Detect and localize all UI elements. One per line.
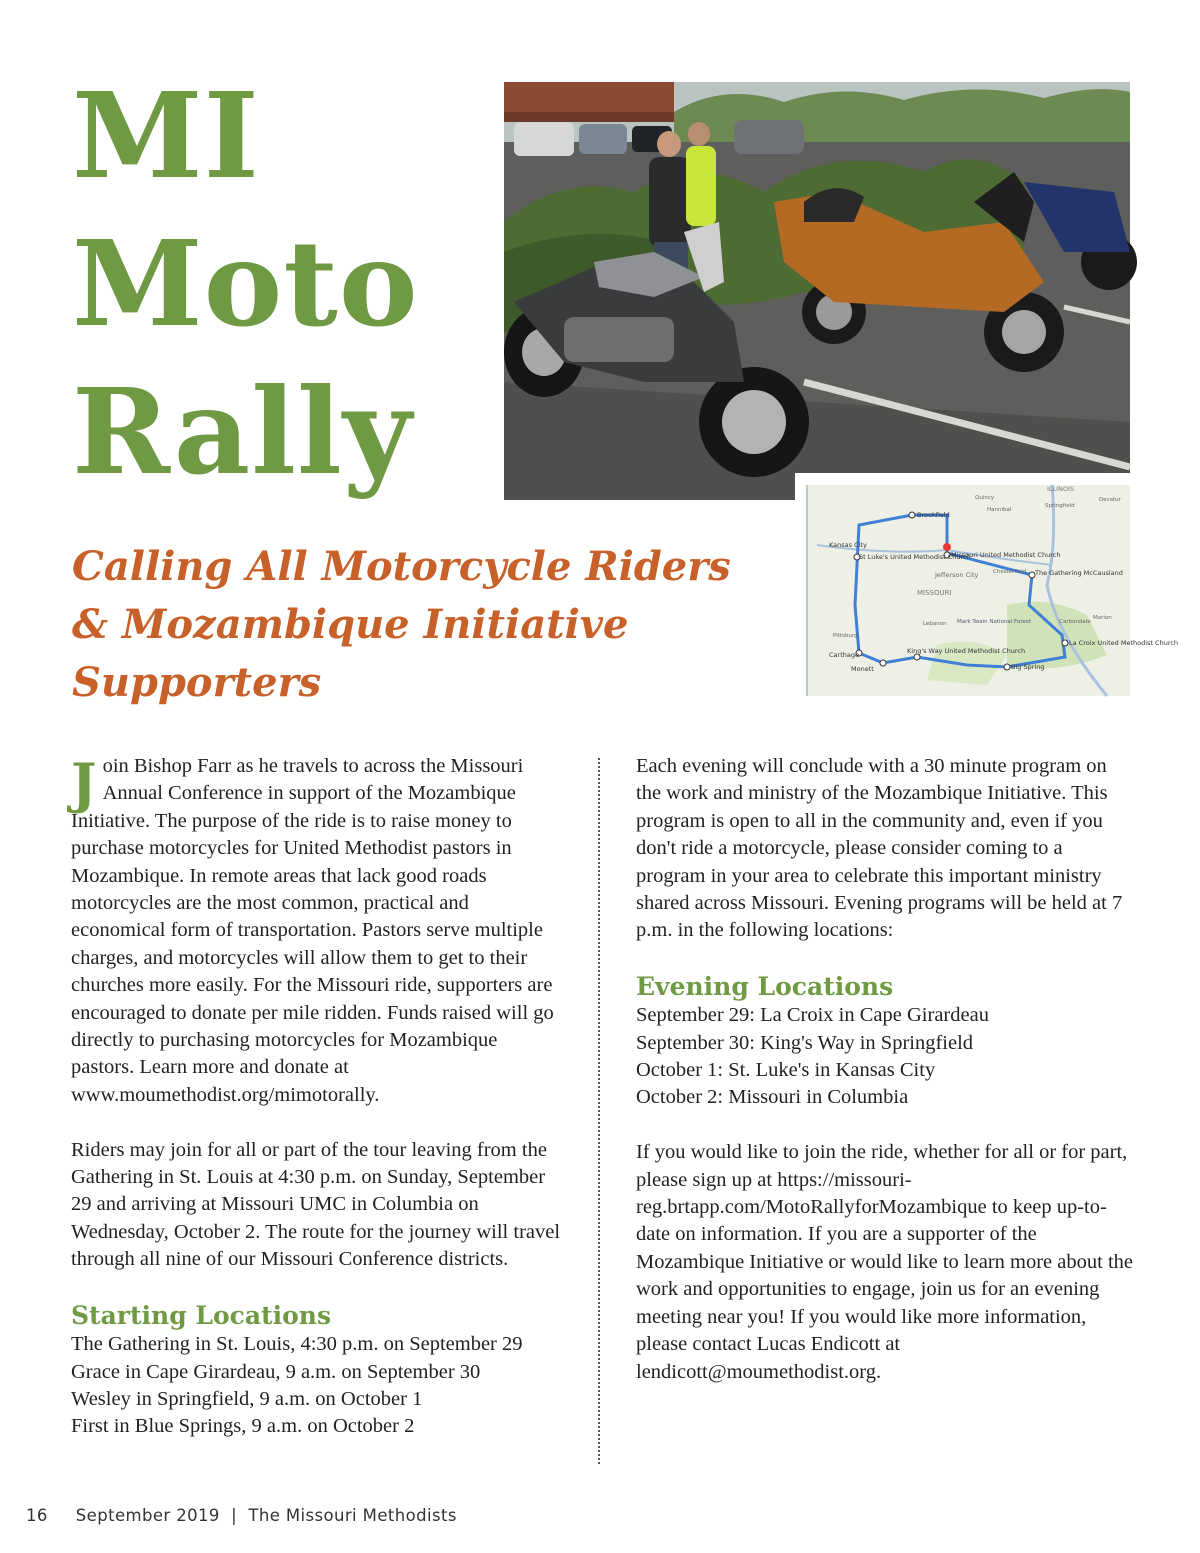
map-label-decatur: Decatur <box>1099 497 1121 503</box>
map-label-hannibal: Hannibal <box>987 507 1012 513</box>
subtitle-line-2: & Mozambique Initiative <box>72 601 629 648</box>
starting-location-item: The Gathering in St. Louis, 4:30 p.m. on September 29 <box>71 1333 523 1356</box>
evening-location-item: October 2: Missouri in Columbia <box>636 1086 909 1109</box>
subtitle <box>72 538 752 712</box>
column-divider <box>598 758 600 1464</box>
route-map <box>795 473 1179 708</box>
motorcycles-photo <box>504 82 1130 500</box>
title-line-2: Moto <box>72 214 419 353</box>
map-label-carbondale: Carbondale <box>1059 619 1091 625</box>
evening-location-item: September 29: La Croix in Cape Girardeau <box>636 1004 989 1027</box>
signup-paragraph: If you would like to join the ride, whether for all or for part, please sign up at https://missouri-reg.brtapp.com/MotoRallyforMozambique to keep up-to-date on information. If you are a supporter of the Mozambique Initiative or would like to learn more about the work and opportunities to engage, join us for an evening meeting near you! If you would like more information, please contact Lucas Endicott at lendicott@moumethodist.org. <box>636 1141 1133 1383</box>
map-label-brookfield: Brookfield <box>917 511 950 519</box>
starting-location-item: First in Blue Springs, 9 a.m. on October 2 <box>71 1415 415 1438</box>
issue-label: September 2019 | The Missouri Methodists <box>75 1506 457 1525</box>
map-label-monett: Monett <box>851 665 874 673</box>
evening-locations-list <box>636 1002 1136 1112</box>
intro-text: oin Bishop Farr as he travels to across the Missouri Annual Conference in support of the Mozambique Initiative. The purpose of the ride is to raise money to purchase motorcycles for United Methodist pastors in Mozambique. In remote areas that lack good roads motorcycles are the most common, practical and economical form of transportation. Pastors serve multiple charges, and motorcycles will allow them to get to their churches more easily. For the Missouri ride, supporters are encouraged to donate per mile ridden. Funds raised will go directly to purchasing motorcycles for Mozambique pastors. Learn more and donate at www.moumethodist.org/mimotorally. <box>71 755 554 1106</box>
map-label-springfield-il: Springfield <box>1045 503 1075 509</box>
map-label-pittsburg: Pittsburg <box>833 633 858 639</box>
title-line-1: MI <box>72 66 260 205</box>
map-label-kings-way: King's Way United Methodist Church <box>907 647 1026 655</box>
right-column <box>636 753 1136 1413</box>
page-footer <box>26 1506 457 1525</box>
map-label-jefferson-city: Jefferson City <box>935 571 979 579</box>
starting-location-item: Grace in Cape Girardeau, 9 a.m. on September 30 <box>71 1360 481 1383</box>
map-label-big-spring: Big Spring <box>1011 663 1045 671</box>
map-label-st-lukes: St Luke's United Methodist Church <box>859 553 971 561</box>
title-line-3: Rally <box>72 362 413 501</box>
evening-location-item: October 1: St. Luke's in Kansas City <box>636 1059 936 1082</box>
page-title <box>72 62 492 506</box>
evening-locations-heading: Evening Locations <box>636 972 894 1002</box>
map-label-missouri-umc: Missouri United Methodist Church <box>951 551 1061 559</box>
dropcap: J <box>71 751 97 815</box>
starting-locations-heading: Starting Locations <box>71 1301 332 1331</box>
program-paragraph: Each evening will conclude with a 30 minute program on the work and ministry of the Mozambique Initiative. This program is open to all in the community and, even if you don't ride a motorcycle, please consider coming to a program in your area to celebrate this important ministry shared across Missouri. Evening programs will be held at 7 p.m. in the following locations: <box>636 755 1123 942</box>
evening-location-item: September 30: King's Way in Springfield <box>636 1031 974 1054</box>
map-label-la-croix: La Croix United Methodist Church <box>1069 639 1179 647</box>
page-number: 16 <box>26 1506 48 1525</box>
map-label-chesterfield: Chesterfield <box>993 569 1027 575</box>
map-label-quincy: Quincy <box>975 495 995 501</box>
map-label-marion: Marion <box>1093 615 1112 621</box>
subtitle-line-3: Supporters <box>72 659 322 706</box>
intro-paragraph <box>71 753 563 1109</box>
map-label-carthage: Carthage <box>829 651 859 659</box>
left-column <box>71 753 563 1441</box>
route-paragraph: Riders may join for all or part of the tour leaving from the Gathering in St. Louis at 4:30 p.m. on Sunday, September 29 and arriving at Missouri UMC in Columbia on Wednesday, October 2. The route for the journey will travel through all nine of our Missouri Conference districts. <box>71 1138 561 1271</box>
map-label-state: MISSOURI <box>917 589 952 597</box>
subtitle-line-1: Calling All Motorcycle Riders <box>72 543 731 590</box>
map-label-mark-twain: Mark Twain National Forest <box>957 619 1031 625</box>
map-label-the-gathering: The Gathering McCausland <box>1035 569 1123 577</box>
map-label-kansas-city: Kansas City <box>829 541 867 549</box>
starting-location-item: Wesley in Springfield, 9 a.m. on October 1 <box>71 1387 423 1410</box>
starting-locations-list <box>71 1331 563 1441</box>
map-label-region: ILLINOIS <box>1047 485 1075 493</box>
map-label-lebanon: Lebanon <box>923 621 947 627</box>
